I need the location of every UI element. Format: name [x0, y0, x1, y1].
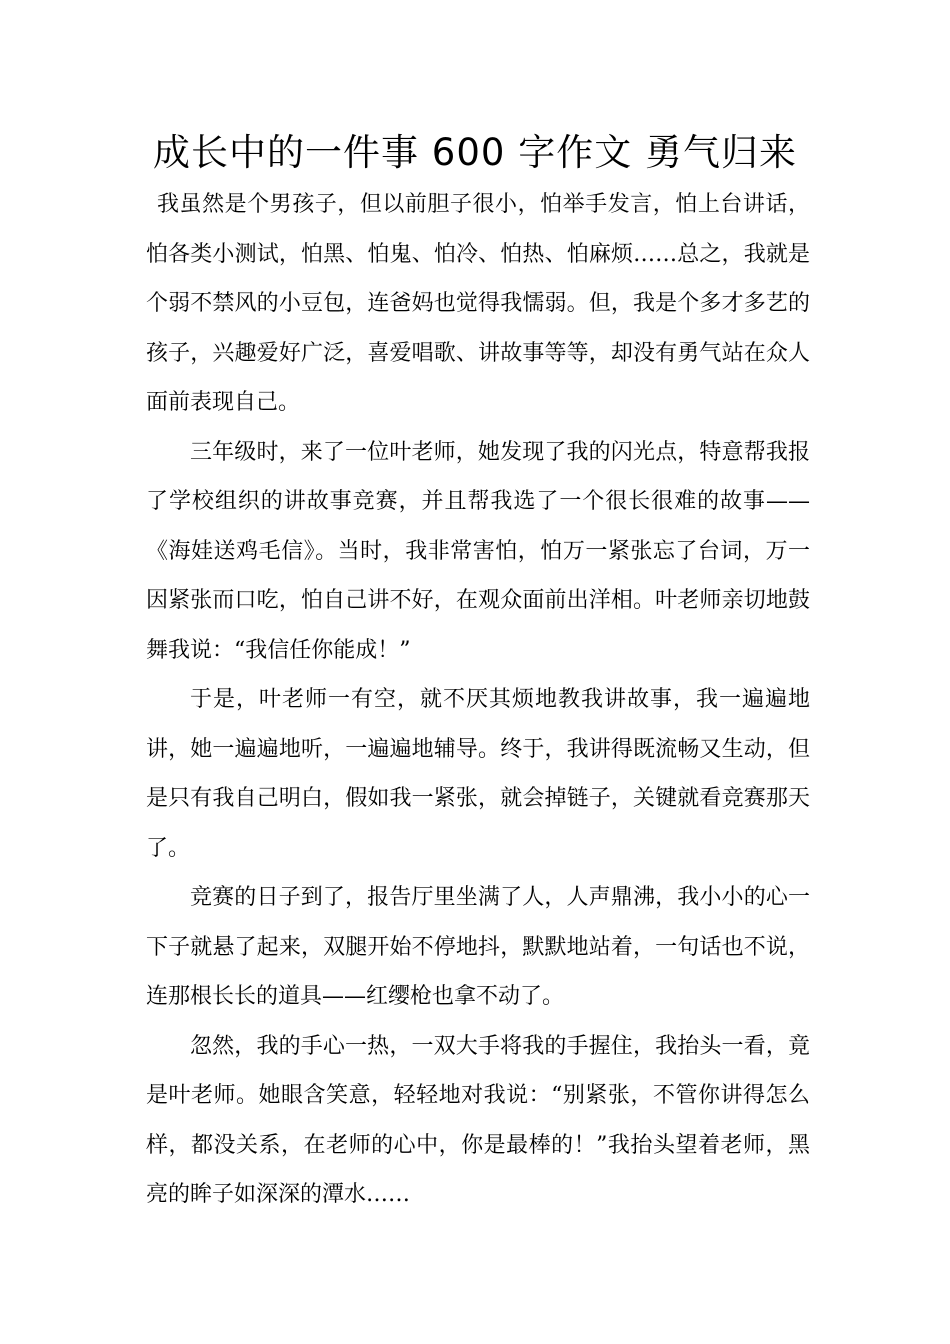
- paragraph-1: 我虽然是个男孩子，但以前胆子很小，怕举手发言，怕上台讲话，怕各类小测试，怕黑、怕鬼、怕冷、怕热、怕麻烦……总之，我就是个弱不禁风的小豆包，连爸妈也觉得我懦弱。但，我是个多才多艺的孩子，兴趣爱好广泛，喜爱唱歌、讲故事等等，却没有勇气站在众人面前表现自己。: [146, 192, 810, 415]
- paragraph-2: 三年级时，来了一位叶老师，她发现了我的闪光点，特意帮我报了学校组织的讲故事竞赛，并且帮我选了一个很长很难的故事——《海娃送鸡毛信》。当时，我非常害怕，怕万一紧张忘了台词，万一因紧张而口吃，怕自己讲不好，在观众面前出洋相。叶老师亲切地鼓舞我说：“我信任你能成！”: [146, 439, 810, 663]
- paragraph-4: 竞赛的日子到了，报告厅里坐满了人，人声鼎沸，我小小的心一下子就悬了起来，双腿开始不停地抖，默默地站着，一句话也不说，连那根长长的道具——红缨枪也拿不动了。: [146, 885, 810, 1009]
- paragraph-3: 于是，叶老师一有空，就不厌其烦地教我讲故事，我一遍遍地讲，她一遍遍地听，一遍遍地辅导。终于，我讲得既流畅又生动，但是只有我自己明白，假如我一紧张，就会掉链子，关键就看竞赛那天了。: [146, 687, 810, 861]
- document-body: [146, 180, 810, 1220]
- paragraph-5: 忽然，我的手心一热，一双大手将我的手握住，我抬头一看，竟是叶老师。她眼含笑意，轻轻地对我说：“别紧张，不管你讲得怎么样，都没关系，在老师的心中，你是最棒的！”我抬头望着老师，黑亮的眸子如深深的潭水……: [146, 1033, 810, 1207]
- document-title: 成长中的一件事 600 字作文 勇气归来: [153, 131, 797, 174]
